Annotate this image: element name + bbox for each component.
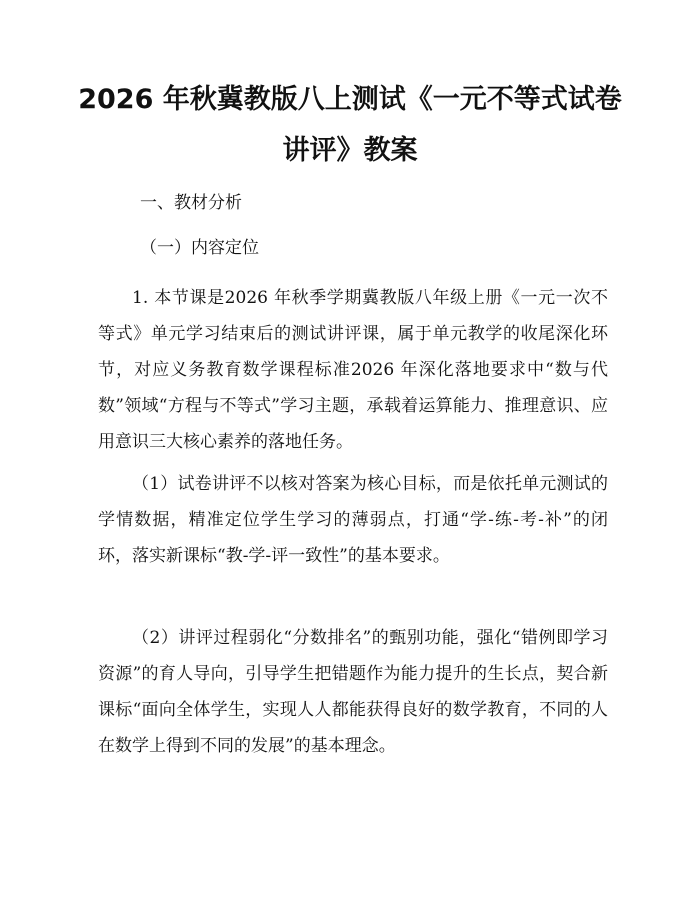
subsection-heading: （一）内容定位 [140, 238, 259, 258]
paragraph-1: 1. 本节课是2026 年秋季学期冀教版八年级上册《一元一次不等式》单元学习结束后的测试讲评课，属于单元教学的收尾深化环节，对应义务教育数学课程标准2026 年深化落地要求中“数与代数”领域“方程与不等式”学习主题，承载着运算能力、推理意识、应用意识三大核心素养的落地任务。 [98, 288, 608, 452]
document-title-line-1: 2026 年秋冀教版八上测试《一元不等式试卷 [78, 84, 622, 115]
paragraph-2: （1）试卷讲评不以核对答案为核心目标，而是依托单元测试的学情数据，精准定位学生学习的薄弱点，打通“学-练-考-补”的闭环，落实新课标“教-学-评一致性”的基本要求。 [98, 474, 608, 566]
paragraph-3: （2）讲评过程弱化“分数排名”的甄别功能，强化“错例即学习资源”的育人导向，引导学生把错题作为能力提升的生长点，契合新课标“面向全体学生，实现人人都能获得良好的数学教育，不同的人在数学上得到不同的发展”的基本理念。 [98, 628, 608, 756]
section-heading: 一、教材分析 [140, 193, 242, 213]
document-title-line-2: 讲评》教案 [282, 135, 418, 166]
